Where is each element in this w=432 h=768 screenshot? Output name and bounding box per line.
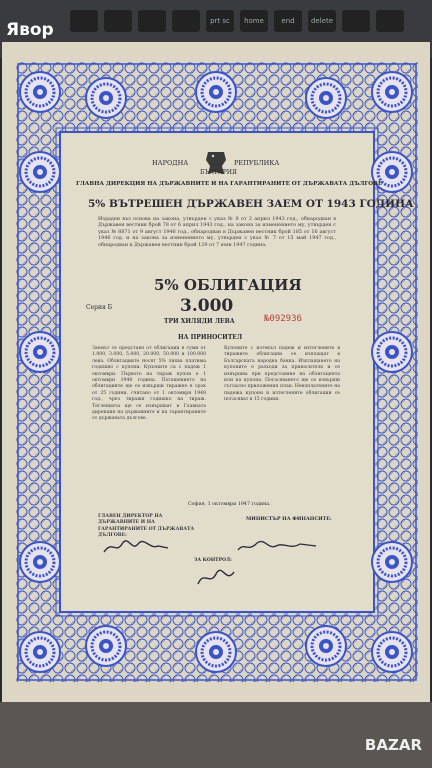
- key: [104, 10, 132, 32]
- controller-title: ЗА КОНТРОЛ:: [194, 558, 232, 563]
- keyboard-keys: [70, 10, 432, 32]
- key: [70, 10, 98, 32]
- law-text: Издаден въз основа на закона, утвърден с указ № 8 от 2 април 1943 год., обнародван в Държавен вестник брой 78 от 6 април 1943 год., на закона за изменението му, утвърден с указ № 8871 от 9 август 1946 год., обнародван в Държавен вестник брой 185 от 16 август 1946 год. и на закона за изменението му, утвърден с указ № 7 от 15 май 1947 год., обнародван в Държавен вестник брой 129 от 7 юни 1947 година.: [98, 216, 336, 248]
- amount-words: ТРИ ХИЛЯДИ ЛЕВА: [164, 318, 235, 325]
- bond-type: 5% ОБЛИГАЦИЯ: [154, 276, 302, 294]
- bearer: НА ПРИНОСИТЕЛ: [178, 334, 243, 341]
- signature-right-icon: [236, 536, 320, 558]
- key: [342, 10, 370, 32]
- directorate: ГЛАВНА ДИРЕКЦИЯ НА ДЪРЖАВНИТЕ И НА ГАРАНТИРАНИТЕ ОТ ДЪРЖАВАТА ДЪЛГОВЕ: [76, 181, 383, 187]
- terms-right: Купоните с изтекъл падеж и изтеглените в тиражите облигации се изплащат в Българската народна банка. Изплащането на купоните е разходи за приносителя и се извършва при представяне на облигацията или на купона. Погасяването ще се извърши съгласно приложения план. Неизплатените на падежа купони и изтеглените облигации се погасяват в 15 години.: [224, 346, 340, 403]
- loan-title: 5% ВЪТРЕШЕН ДЪРЖАВЕН ЗАЕМ ОТ 1943 ГОДИНА: [88, 198, 414, 210]
- amount: 3.000: [180, 296, 234, 316]
- key: prt sc: [206, 10, 234, 32]
- watermark: BAZAR: [364, 736, 422, 754]
- header-right: РЕПУБЛИКА: [234, 159, 280, 167]
- signature-left-title: ГЛАВЕН ДИРЕКТОР НА ДЪРЖАВНИТЕ И НА ГАРАНТИРАНИТЕ ОТ ДЪРЖАВАТА ДЪЛГОВЕ:: [98, 514, 195, 539]
- site-logo: Явор: [6, 20, 54, 40]
- key: [172, 10, 200, 32]
- header-left: НАРОДНА: [152, 159, 189, 167]
- date-line: София, 1 октомври 1947 година.: [188, 502, 271, 507]
- bond-paper: [2, 42, 430, 702]
- key: delete: [308, 10, 336, 32]
- country: БЪЛГАРИЯ: [200, 169, 237, 176]
- key: end: [274, 10, 302, 32]
- series: Серия Б: [86, 304, 113, 311]
- key: [376, 10, 404, 32]
- signature-left-icon: [102, 536, 172, 558]
- key: [138, 10, 166, 32]
- terms-left: Заемът се представя от облигации в суми от 1.000, 3.000, 5.000, 20.000, 50.000 и 100.000 лева. Облигациите носят 5% лихва платима годишно с купони. Купоните са с падеж 1 октомври. Първото на тираж купон е 1 октомври 1948 година. Погашението на облигациите ще се извърши тиражно в срок от 25 години, считано от 1 октомври 1948 год., чрез тиражи годишно на тираж. Тегленията ще се извършват в Главната дирекция на държавните и на гарантираните от държавата дългове.: [92, 346, 206, 422]
- signature-controller-icon: [194, 564, 238, 592]
- signature-right-title: МИНИСТЪР НА ФИНАНСИТЕ:: [246, 516, 332, 522]
- serial-number: №092936: [264, 314, 302, 324]
- key: home: [240, 10, 268, 32]
- table-surface: [0, 702, 432, 768]
